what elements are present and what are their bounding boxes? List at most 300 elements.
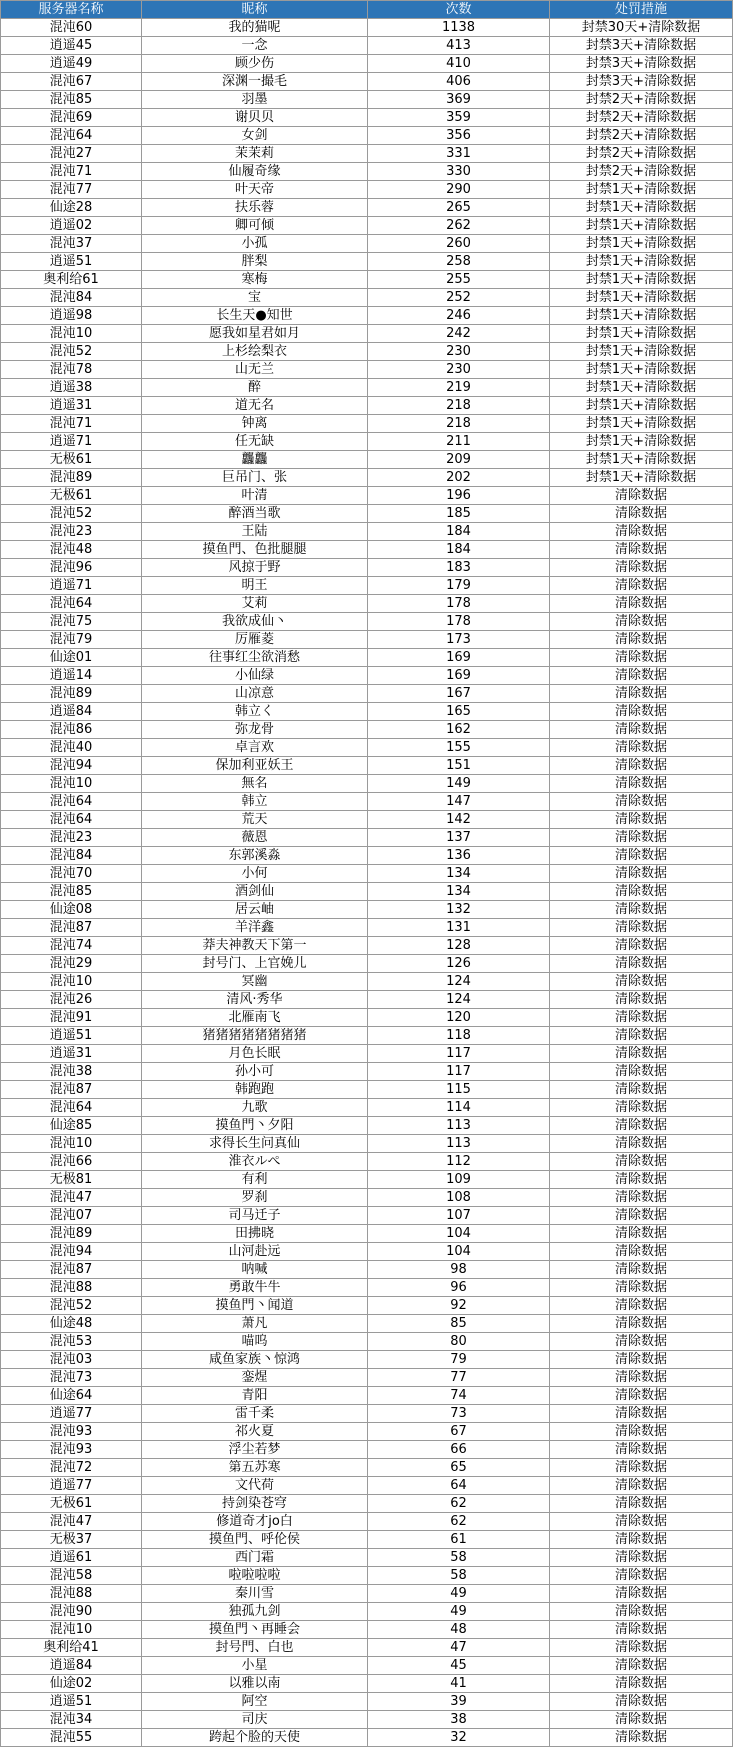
cell-count: 48: [368, 1621, 550, 1639]
table-row: [1, 1297, 733, 1315]
cell-nickname: 胖梨: [142, 253, 368, 271]
cell-penalty: 清除数据: [550, 685, 733, 703]
table-row: [1, 955, 733, 973]
table-row: [1, 235, 733, 253]
cell-penalty: 封禁1天+清除数据: [550, 307, 733, 325]
cell-penalty: 清除数据: [550, 1171, 733, 1189]
cell-penalty: 封禁1天+清除数据: [550, 397, 733, 415]
cell-server-name: 混沌84: [1, 289, 142, 307]
cell-penalty: 封禁1天+清除数据: [550, 271, 733, 289]
cell-server-name: 逍遥84: [1, 1657, 142, 1675]
cell-nickname: 小星: [142, 1657, 368, 1675]
cell-nickname: 小仙绿: [142, 667, 368, 685]
cell-penalty: 清除数据: [550, 1603, 733, 1621]
table-row: [1, 19, 733, 37]
cell-count: 185: [368, 505, 550, 523]
table-row: [1, 739, 733, 757]
cell-server-name: 逍遥02: [1, 217, 142, 235]
table-row: [1, 1207, 733, 1225]
cell-nickname: 羊洋鑫: [142, 919, 368, 937]
cell-count: 108: [368, 1189, 550, 1207]
cell-penalty: 封禁1天+清除数据: [550, 253, 733, 271]
cell-nickname: 喵呜: [142, 1333, 368, 1351]
cell-server-name: 混沌69: [1, 109, 142, 127]
cell-server-name: 混沌89: [1, 469, 142, 487]
cell-count: 173: [368, 631, 550, 649]
table-row: [1, 649, 733, 667]
cell-penalty: 清除数据: [550, 739, 733, 757]
cell-count: 356: [368, 127, 550, 145]
cell-count: 262: [368, 217, 550, 235]
cell-penalty: 封禁1天+清除数据: [550, 379, 733, 397]
cell-penalty: 清除数据: [550, 1081, 733, 1099]
cell-server-name: 混沌10: [1, 1621, 142, 1639]
cell-count: 219: [368, 379, 550, 397]
cell-server-name: 混沌66: [1, 1153, 142, 1171]
cell-penalty: 清除数据: [550, 1315, 733, 1333]
cell-count: 96: [368, 1279, 550, 1297]
table-row: [1, 577, 733, 595]
cell-count: 167: [368, 685, 550, 703]
cell-count: 184: [368, 541, 550, 559]
cell-nickname: 龘龘: [142, 451, 368, 469]
cell-nickname: 青阳: [142, 1387, 368, 1405]
cell-server-name: 逍遥49: [1, 55, 142, 73]
cell-server-name: 混沌34: [1, 1711, 142, 1729]
table-row: [1, 1189, 733, 1207]
cell-server-name: 混沌03: [1, 1351, 142, 1369]
cell-nickname: 摸鱼門、色批腿腿: [142, 541, 368, 559]
cell-penalty: 清除数据: [550, 505, 733, 523]
table-row: [1, 559, 733, 577]
cell-server-name: 奥利给61: [1, 271, 142, 289]
cell-nickname: 一念: [142, 37, 368, 55]
cell-server-name: 混沌64: [1, 595, 142, 613]
cell-count: 113: [368, 1117, 550, 1135]
table-row: [1, 1009, 733, 1027]
cell-server-name: 混沌96: [1, 559, 142, 577]
table-row: [1, 307, 733, 325]
cell-server-name: 混沌74: [1, 937, 142, 955]
cell-penalty: 封禁1天+清除数据: [550, 289, 733, 307]
cell-nickname: 摸鱼門丶闻道: [142, 1297, 368, 1315]
table-row: [1, 1027, 733, 1045]
cell-server-name: 逍遥38: [1, 379, 142, 397]
cell-penalty: 封禁1天+清除数据: [550, 343, 733, 361]
cell-count: 65: [368, 1459, 550, 1477]
cell-nickname: 居云岫: [142, 901, 368, 919]
cell-penalty: 清除数据: [550, 667, 733, 685]
table-row: [1, 415, 733, 433]
cell-penalty: 清除数据: [550, 559, 733, 577]
cell-nickname: 田拂晓: [142, 1225, 368, 1243]
cell-count: 260: [368, 235, 550, 253]
cell-server-name: 混沌91: [1, 1009, 142, 1027]
table-row: [1, 1171, 733, 1189]
table-row: [1, 1603, 733, 1621]
cell-penalty: 清除数据: [550, 1729, 733, 1747]
table-row: [1, 361, 733, 379]
table-row: [1, 1081, 733, 1099]
cell-nickname: 秦川雪: [142, 1585, 368, 1603]
cell-count: 109: [368, 1171, 550, 1189]
cell-count: 118: [368, 1027, 550, 1045]
table-row: [1, 937, 733, 955]
cell-server-name: 混沌60: [1, 19, 142, 37]
cell-server-name: 混沌73: [1, 1369, 142, 1387]
cell-nickname: 卿可倾: [142, 217, 368, 235]
cell-nickname: 呐喊: [142, 1261, 368, 1279]
cell-count: 117: [368, 1045, 550, 1063]
cell-penalty: 清除数据: [550, 1675, 733, 1693]
cell-nickname: 女剑: [142, 127, 368, 145]
cell-penalty: 清除数据: [550, 577, 733, 595]
cell-server-name: 逍遥51: [1, 1693, 142, 1711]
cell-penalty: 清除数据: [550, 991, 733, 1009]
cell-nickname: 孙小可: [142, 1063, 368, 1081]
cell-penalty: 清除数据: [550, 1063, 733, 1081]
table-row: [1, 811, 733, 829]
table-row: [1, 433, 733, 451]
cell-count: 330: [368, 163, 550, 181]
cell-server-name: 混沌88: [1, 1279, 142, 1297]
cell-nickname: 宝: [142, 289, 368, 307]
cell-nickname: 修道奇才jo白: [142, 1513, 368, 1531]
cell-count: 61: [368, 1531, 550, 1549]
cell-penalty: 清除数据: [550, 523, 733, 541]
cell-nickname: 有利: [142, 1171, 368, 1189]
cell-server-name: 混沌79: [1, 631, 142, 649]
cell-nickname: 摸鱼門丶再睡会: [142, 1621, 368, 1639]
cell-count: 136: [368, 847, 550, 865]
cell-nickname: 王陆: [142, 523, 368, 541]
cell-count: 252: [368, 289, 550, 307]
table-row: [1, 1459, 733, 1477]
cell-count: 32: [368, 1729, 550, 1747]
table-row: [1, 73, 733, 91]
cell-count: 406: [368, 73, 550, 91]
cell-penalty: 封禁2天+清除数据: [550, 91, 733, 109]
cell-count: 184: [368, 523, 550, 541]
cell-count: 64: [368, 1477, 550, 1495]
table-row: [1, 883, 733, 901]
cell-server-name: 无极81: [1, 1171, 142, 1189]
cell-count: 255: [368, 271, 550, 289]
cell-count: 147: [368, 793, 550, 811]
cell-penalty: 清除数据: [550, 1207, 733, 1225]
cell-penalty: 封禁1天+清除数据: [550, 325, 733, 343]
cell-server-name: 逍遥84: [1, 703, 142, 721]
cell-server-name: 混沌07: [1, 1207, 142, 1225]
cell-server-name: 无极61: [1, 1495, 142, 1513]
table-row: [1, 1441, 733, 1459]
cell-count: 45: [368, 1657, 550, 1675]
table-row: [1, 343, 733, 361]
cell-server-name: 仙途02: [1, 1675, 142, 1693]
cell-count: 79: [368, 1351, 550, 1369]
cell-server-name: 仙途48: [1, 1315, 142, 1333]
cell-penalty: 封禁1天+清除数据: [550, 235, 733, 253]
table-row: [1, 1135, 733, 1153]
cell-penalty: 清除数据: [550, 1153, 733, 1171]
cell-count: 62: [368, 1495, 550, 1513]
header-penalty: 处罚措施: [550, 1, 733, 19]
cell-penalty: 清除数据: [550, 1621, 733, 1639]
cell-nickname: 以雅以南: [142, 1675, 368, 1693]
cell-server-name: 逍遥31: [1, 1045, 142, 1063]
cell-penalty: 清除数据: [550, 595, 733, 613]
header-server-name: 服务器名称: [1, 1, 142, 19]
cell-penalty: 封禁2天+清除数据: [550, 163, 733, 181]
table-row: [1, 775, 733, 793]
header-count: 次数: [368, 1, 550, 19]
table-row: [1, 793, 733, 811]
cell-penalty: 清除数据: [550, 649, 733, 667]
cell-server-name: 混沌72: [1, 1459, 142, 1477]
cell-count: 77: [368, 1369, 550, 1387]
cell-nickname: 北雁南飞: [142, 1009, 368, 1027]
table-row: [1, 505, 733, 523]
cell-count: 169: [368, 667, 550, 685]
cell-penalty: 清除数据: [550, 973, 733, 991]
cell-penalty: 封禁2天+清除数据: [550, 145, 733, 163]
table-row: [1, 1099, 733, 1117]
cell-count: 39: [368, 1693, 550, 1711]
cell-penalty: 清除数据: [550, 1189, 733, 1207]
cell-nickname: 阿空: [142, 1693, 368, 1711]
cell-nickname: 山凉意: [142, 685, 368, 703]
cell-nickname: 韩跑跑: [142, 1081, 368, 1099]
cell-count: 49: [368, 1585, 550, 1603]
cell-penalty: 封禁1天+清除数据: [550, 217, 733, 235]
cell-nickname: 清风·秀华: [142, 991, 368, 1009]
cell-penalty: 清除数据: [550, 1405, 733, 1423]
cell-server-name: 混沌88: [1, 1585, 142, 1603]
cell-nickname: 冥幽: [142, 973, 368, 991]
cell-count: 41: [368, 1675, 550, 1693]
cell-server-name: 逍遥45: [1, 37, 142, 55]
table-row: [1, 991, 733, 1009]
cell-nickname: 司庆: [142, 1711, 368, 1729]
cell-penalty: 清除数据: [550, 1279, 733, 1297]
cell-nickname: 扶乐蓉: [142, 199, 368, 217]
cell-nickname: 九歌: [142, 1099, 368, 1117]
cell-server-name: 混沌23: [1, 523, 142, 541]
table-row: [1, 1495, 733, 1513]
table-row: [1, 523, 733, 541]
cell-nickname: 我的猫呢: [142, 19, 368, 37]
table-row: [1, 163, 733, 181]
cell-nickname: 顾少伤: [142, 55, 368, 73]
cell-penalty: 清除数据: [550, 1441, 733, 1459]
cell-nickname: 厉雁菱: [142, 631, 368, 649]
table-body: [1, 19, 733, 1747]
cell-penalty: 清除数据: [550, 541, 733, 559]
cell-server-name: 混沌29: [1, 955, 142, 973]
cell-penalty: 清除数据: [550, 1261, 733, 1279]
cell-count: 134: [368, 883, 550, 901]
cell-nickname: 山河赴远: [142, 1243, 368, 1261]
cell-count: 74: [368, 1387, 550, 1405]
cell-penalty: 封禁1天+清除数据: [550, 181, 733, 199]
cell-server-name: 仙途08: [1, 901, 142, 919]
cell-penalty: 清除数据: [550, 1513, 733, 1531]
cell-count: 230: [368, 343, 550, 361]
cell-penalty: 清除数据: [550, 1549, 733, 1567]
cell-count: 113: [368, 1135, 550, 1153]
cell-penalty: 清除数据: [550, 613, 733, 631]
cell-penalty: 清除数据: [550, 775, 733, 793]
cell-count: 331: [368, 145, 550, 163]
cell-nickname: 浮尘若梦: [142, 1441, 368, 1459]
table-row: [1, 1729, 733, 1747]
cell-penalty: 清除数据: [550, 1477, 733, 1495]
cell-server-name: 逍遥77: [1, 1477, 142, 1495]
cell-penalty: 封禁3天+清除数据: [550, 73, 733, 91]
cell-count: 230: [368, 361, 550, 379]
cell-count: 114: [368, 1099, 550, 1117]
cell-server-name: 逍遥51: [1, 253, 142, 271]
cell-nickname: 小孤: [142, 235, 368, 253]
cell-nickname: 我欲成仙丶: [142, 613, 368, 631]
cell-nickname: 淮衣ルぺ: [142, 1153, 368, 1171]
cell-count: 62: [368, 1513, 550, 1531]
cell-penalty: 清除数据: [550, 1639, 733, 1657]
cell-nickname: 祁火夏: [142, 1423, 368, 1441]
table-row: [1, 1279, 733, 1297]
cell-server-name: 逍遥98: [1, 307, 142, 325]
cell-server-name: 混沌78: [1, 361, 142, 379]
cell-server-name: 混沌38: [1, 1063, 142, 1081]
cell-server-name: 逍遥77: [1, 1405, 142, 1423]
cell-count: 149: [368, 775, 550, 793]
cell-server-name: 逍遥31: [1, 397, 142, 415]
cell-server-name: 混沌89: [1, 685, 142, 703]
cell-count: 1138: [368, 19, 550, 37]
cell-count: 38: [368, 1711, 550, 1729]
cell-count: 112: [368, 1153, 550, 1171]
cell-count: 58: [368, 1549, 550, 1567]
cell-penalty: 封禁1天+清除数据: [550, 199, 733, 217]
table-row: [1, 721, 733, 739]
table-row: [1, 1639, 733, 1657]
cell-penalty: 清除数据: [550, 1009, 733, 1027]
table-row: [1, 757, 733, 775]
table-row: [1, 1711, 733, 1729]
cell-server-name: 混沌55: [1, 1729, 142, 1747]
table-row: [1, 217, 733, 235]
cell-nickname: 钟离: [142, 415, 368, 433]
cell-nickname: 山无兰: [142, 361, 368, 379]
cell-count: 132: [368, 901, 550, 919]
cell-penalty: 清除数据: [550, 631, 733, 649]
cell-penalty: 清除数据: [550, 937, 733, 955]
cell-penalty: 清除数据: [550, 1585, 733, 1603]
cell-count: 67: [368, 1423, 550, 1441]
cell-nickname: 仙履奇缘: [142, 163, 368, 181]
cell-server-name: 混沌87: [1, 1261, 142, 1279]
cell-nickname: 风掠于野: [142, 559, 368, 577]
cell-penalty: 清除数据: [550, 1567, 733, 1585]
cell-nickname: 莽夫神教天下第一: [142, 937, 368, 955]
cell-nickname: 独孤九剑: [142, 1603, 368, 1621]
cell-count: 290: [368, 181, 550, 199]
cell-server-name: 混沌64: [1, 793, 142, 811]
cell-penalty: 清除数据: [550, 1135, 733, 1153]
table-row: [1, 37, 733, 55]
cell-count: 104: [368, 1225, 550, 1243]
table-row: [1, 199, 733, 217]
cell-server-name: 混沌94: [1, 757, 142, 775]
cell-count: 124: [368, 973, 550, 991]
cell-penalty: 清除数据: [550, 1225, 733, 1243]
table-row: [1, 253, 733, 271]
cell-server-name: 混沌71: [1, 163, 142, 181]
table-row: [1, 613, 733, 631]
cell-nickname: 韩立: [142, 793, 368, 811]
cell-penalty: 封禁3天+清除数据: [550, 37, 733, 55]
cell-server-name: 混沌52: [1, 343, 142, 361]
table-row: [1, 1369, 733, 1387]
cell-nickname: 雷千柔: [142, 1405, 368, 1423]
cell-server-name: 混沌53: [1, 1333, 142, 1351]
cell-server-name: 混沌87: [1, 1081, 142, 1099]
cell-count: 196: [368, 487, 550, 505]
cell-penalty: 清除数据: [550, 901, 733, 919]
cell-server-name: 混沌67: [1, 73, 142, 91]
cell-nickname: 醉: [142, 379, 368, 397]
cell-nickname: 月色长眠: [142, 1045, 368, 1063]
cell-nickname: 司马迁子: [142, 1207, 368, 1225]
cell-penalty: 清除数据: [550, 1459, 733, 1477]
cell-nickname: 求得长生问真仙: [142, 1135, 368, 1153]
cell-count: 258: [368, 253, 550, 271]
table-row: [1, 1477, 733, 1495]
cell-server-name: 混沌93: [1, 1423, 142, 1441]
table-row: [1, 1333, 733, 1351]
cell-penalty: 封禁1天+清除数据: [550, 415, 733, 433]
table-row: [1, 865, 733, 883]
cell-nickname: 深渊一撮毛: [142, 73, 368, 91]
cell-nickname: 猪猪猪猪猪猪猪猪: [142, 1027, 368, 1045]
table-row: [1, 1117, 733, 1135]
table-row: [1, 829, 733, 847]
cell-server-name: 混沌10: [1, 973, 142, 991]
cell-count: 359: [368, 109, 550, 127]
cell-server-name: 混沌75: [1, 613, 142, 631]
cell-count: 179: [368, 577, 550, 595]
table-row: [1, 451, 733, 469]
cell-count: 242: [368, 325, 550, 343]
cell-nickname: 小何: [142, 865, 368, 883]
cell-count: 107: [368, 1207, 550, 1225]
cell-nickname: 銮煋: [142, 1369, 368, 1387]
cell-nickname: 無名: [142, 775, 368, 793]
cell-server-name: 混沌94: [1, 1243, 142, 1261]
cell-server-name: 仙途01: [1, 649, 142, 667]
cell-server-name: 无极61: [1, 487, 142, 505]
cell-nickname: 持剑染苍穹: [142, 1495, 368, 1513]
cell-nickname: 封号門、白也: [142, 1639, 368, 1657]
cell-nickname: 道无名: [142, 397, 368, 415]
cell-nickname: 羽墨: [142, 91, 368, 109]
cell-server-name: 混沌47: [1, 1513, 142, 1531]
cell-penalty: 清除数据: [550, 1099, 733, 1117]
cell-server-name: 逍遥71: [1, 433, 142, 451]
cell-count: 98: [368, 1261, 550, 1279]
cell-server-name: 无极37: [1, 1531, 142, 1549]
table-row: [1, 1549, 733, 1567]
